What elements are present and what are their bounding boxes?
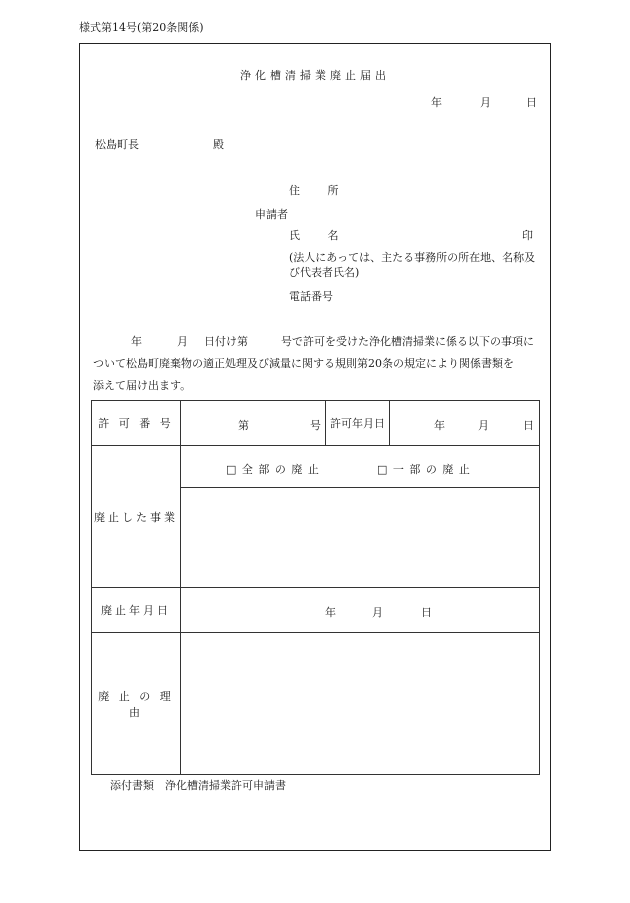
date-year: 年 bbox=[431, 96, 442, 109]
abolish-type-options bbox=[181, 446, 540, 488]
permit-number-suffix: 号 bbox=[310, 419, 321, 432]
document-title: 浄化槽清掃業廃止届出 bbox=[240, 69, 390, 82]
body-line-3: 添えて届け出ます。 bbox=[93, 379, 192, 392]
permit-date-label: 許可年月日 bbox=[326, 401, 390, 446]
permit-date-field[interactable] bbox=[390, 401, 540, 446]
abolish-reason-label: 廃 止 の 理 由 bbox=[92, 633, 181, 775]
body-year: 年 bbox=[131, 335, 142, 348]
permit-number-label: 許 可 番 号 bbox=[92, 401, 181, 446]
permit-number-prefix: 第 bbox=[238, 419, 249, 432]
abolished-business-label: 廃止した事業 bbox=[92, 446, 181, 588]
name-label: 氏 名 bbox=[289, 229, 351, 242]
abolish-date-field[interactable] bbox=[181, 588, 540, 633]
seal-mark: 印 bbox=[522, 229, 533, 242]
option-partial-abolition[interactable]: □ 一 部 の 廃 止 bbox=[377, 463, 471, 476]
form-number-label: 様式第14号(第20条関係) bbox=[79, 21, 204, 34]
addressee-honorific: 殿 bbox=[213, 138, 224, 151]
abolish-date-label: 廃止年月日 bbox=[92, 588, 181, 633]
option-full-abolition[interactable]: □ 全 部 の 廃 止 bbox=[226, 463, 320, 476]
attachments-note: 添付書類 浄化槽清掃業許可申請書 bbox=[110, 779, 286, 792]
corporate-note-line1: (法人にあっては、主たる事務所の所在地、名称及 bbox=[289, 251, 536, 264]
permit-day: 日 bbox=[523, 419, 534, 432]
permit-month: 月 bbox=[478, 419, 489, 432]
abolish-reason-field[interactable] bbox=[181, 633, 540, 775]
body-month: 月 bbox=[177, 335, 188, 348]
address-label: 住 所 bbox=[289, 184, 351, 197]
abolished-business-details[interactable] bbox=[181, 488, 540, 588]
date-month: 月 bbox=[480, 96, 491, 109]
date-day: 日 bbox=[526, 96, 537, 109]
body-date-no: 日付け第 bbox=[204, 335, 248, 348]
permit-year: 年 bbox=[434, 419, 445, 432]
abolish-month: 月 bbox=[372, 606, 383, 619]
corporate-note-line2: び代表者氏名) bbox=[289, 266, 360, 279]
form-table bbox=[91, 400, 540, 775]
abolish-year: 年 bbox=[325, 606, 336, 619]
body-line-2: ついて松島町廃棄物の適正処理及び減量に関する規則第20条の規定により関係書類を bbox=[93, 357, 514, 370]
addressee: 松島町長 bbox=[95, 138, 139, 151]
body-line1-rest: 号で許可を受けた浄化槽清掃業に係る以下の事項に bbox=[281, 335, 534, 348]
permit-number-field[interactable] bbox=[181, 401, 326, 446]
phone-label: 電話番号 bbox=[289, 290, 333, 303]
abolish-day: 日 bbox=[421, 606, 432, 619]
applicant-label: 申請者 bbox=[255, 208, 288, 221]
